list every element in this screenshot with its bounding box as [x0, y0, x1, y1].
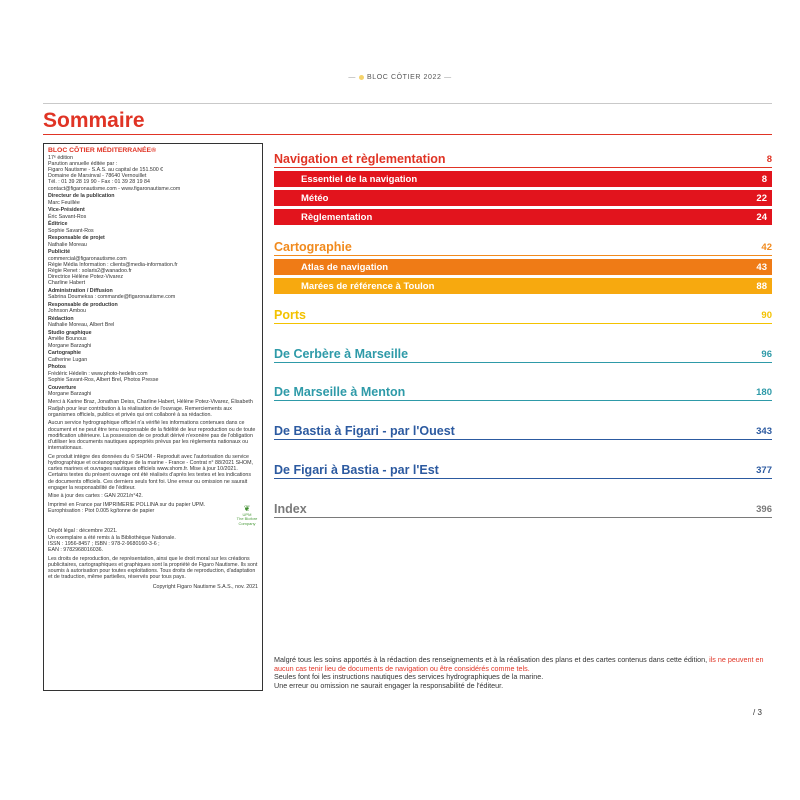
- toc-page-number: 180: [756, 386, 772, 398]
- toc-section[interactable]: [274, 423, 772, 440]
- credit-label: Couverture: [48, 384, 77, 391]
- credit-label: Responsable de projet: [48, 235, 105, 242]
- edition: 17ᵉ édition: [48, 154, 73, 161]
- publication-title: BLOC CÔTIER MÉDITERRANÉE®: [48, 147, 157, 154]
- credits-list: [48, 193, 258, 397]
- publisher-line: Tél. : 01 39 28 19 90 - Fax : 01 39 28 19 84: [48, 179, 150, 186]
- credit-value: Sabrina Doumeksa : commande@figaronautisme.com: [48, 294, 176, 301]
- upm-leaf-icon: ❦: [243, 503, 251, 513]
- legal-line: Un exemplaire a été remis à la Bibliothèque Nationale.: [48, 534, 176, 541]
- toc-page-number: 43: [756, 261, 767, 273]
- publisher-line: contact@figaronautisme.com - www.figaronautisme.com: [48, 185, 181, 192]
- toc-page-number: 90: [761, 309, 772, 321]
- credit-label: Photos: [48, 364, 66, 371]
- toc-page-number: 343: [756, 425, 772, 437]
- credit-value: Morgane Barzaghi: [48, 390, 92, 397]
- toc-label: Essentiel de la navigation: [301, 173, 418, 185]
- toc-section[interactable]: [274, 384, 772, 401]
- credit-value: Marc Feuillée: [48, 199, 80, 206]
- notice-paragraph: Merci à Karine Braz, Jonathan Deiss, Charline Habert, Hélène Potez-Vivarez, Élisabeth Radjah pour leur contribution à la réalisation de l'ouvrage. Remerciements aux organismes officiels, publics et privés qui ont collaboré à sa rédaction.: [48, 399, 253, 418]
- toc-label: Index: [274, 502, 307, 516]
- toc-page-number: 396: [756, 503, 772, 515]
- toc-page-number: 22: [756, 192, 767, 204]
- toc-label: Marées de référence à Toulon: [301, 280, 435, 292]
- toc-label: De Bastia à Figari - par l'Ouest: [274, 424, 455, 438]
- toc-subsection[interactable]: [274, 171, 772, 187]
- toc-label: Cartographie: [274, 240, 352, 254]
- rights-notice: Les droits de reproduction, de représentation, ainsi que le droit moral sur les créations publicitaires, cartographiques et graphiques sont la propriété de Figaro Nautisme. Ils sont soumis à autorisation pour toutes exploitations. Tous droits de reproduction, d'adaptation et de traduction, même partielles, réservés pour tous pays.: [48, 555, 258, 581]
- disclaimer: [274, 656, 774, 691]
- toc-section[interactable]: [274, 346, 772, 363]
- publisher-info: [48, 161, 258, 192]
- toc-subsection[interactable]: [274, 278, 772, 294]
- toc-section[interactable]: [274, 501, 772, 518]
- notices: [48, 399, 258, 499]
- toc-page-number: 42: [761, 241, 772, 253]
- credit-label: Studio graphique: [48, 330, 92, 337]
- disclaimer-line: Seules font foi les instructions nautiques des services hydrographiques de la marine.: [274, 672, 544, 682]
- credit-value: Sophie Savant-Ros, Albert Brel, Photos Presse: [48, 376, 159, 383]
- sun-icon: [359, 75, 364, 80]
- print-info: [48, 502, 258, 527]
- toc-page-number: 24: [756, 211, 767, 223]
- print-line: Imprimé en France par IMPRIMERIE POLLINA sur du papier UPM.: [48, 501, 206, 508]
- credit-value: commercial@figaronautisme.com: [48, 255, 127, 262]
- toc-label: Navigation et règlementation: [274, 152, 446, 166]
- toc-subsection[interactable]: [274, 190, 772, 206]
- credit-value: Catherine Lugan: [48, 356, 88, 363]
- running-header: — BLOC CÔTIER 2022 —: [348, 74, 452, 81]
- disclaimer-line: Une erreur ou omission ne saurait engager la responsabilité de l'éditeur.: [274, 681, 504, 691]
- credit-value: Directrice Hélène Potez-Vivarez: [48, 274, 123, 281]
- legal-line: EAN : 9782968016036.: [48, 547, 104, 554]
- toc-label: De Figari à Bastia - par l'Est: [274, 463, 439, 477]
- toc-label: Météo: [301, 192, 329, 204]
- credit-label: Cartographie: [48, 350, 81, 357]
- header-divider: [43, 103, 772, 104]
- credit-label: Administration / Diffusion: [48, 288, 113, 295]
- publisher-line: Figaro Nautisme - S.A.S. au capital de 151.500 €: [48, 166, 164, 173]
- credit-value: Morgane Barzaghi: [48, 342, 92, 349]
- toc-label: Ports: [274, 308, 306, 322]
- credit-label: Responsable de production: [48, 302, 118, 309]
- legal-line: ISSN : 1956-8457 ; ISBN : 978-2-9680160-3-6 ;: [48, 540, 160, 547]
- credit-value: Nathalie Moreau: [48, 241, 87, 248]
- toc-subsection[interactable]: [274, 209, 772, 225]
- colophon-box: [43, 143, 263, 691]
- toc-label: De Cerbère à Marseille: [274, 347, 409, 361]
- credit-label: Rédaction: [48, 316, 74, 323]
- toc-section[interactable]: [274, 307, 772, 324]
- disclaimer-line: Malgré tous les soins apportés à la rédaction des renseignements et à la réalisation des plans et des cartes contenus dans cette édition,: [274, 655, 708, 664]
- toc-label: De Marseille à Menton: [274, 385, 406, 399]
- title-divider: [43, 134, 772, 135]
- toc-section[interactable]: [274, 462, 772, 479]
- running-header-text: BLOC CÔTIER 2022: [366, 74, 442, 81]
- credit-value: Éric Savant-Ros: [48, 213, 87, 220]
- credit-value: Frédéric Hédelin : www.photo-hedelin.com: [48, 370, 148, 377]
- page-number: / 3: [753, 708, 762, 717]
- credit-value: Sophie Savant-Ros: [48, 227, 94, 234]
- copyright: Copyright Figaro Nautisme S.A.S., nov. 2021: [152, 584, 258, 591]
- toc-page-number: 88: [756, 280, 767, 292]
- credit-value: Nathalie Moreau, Albert Brel: [48, 322, 115, 329]
- credit-value: Régie Renet : solaris2@wanadoo.fr: [48, 267, 132, 274]
- toc-page-number: 8: [766, 153, 772, 165]
- credit-label: Éditrice: [48, 221, 68, 228]
- toc-page-number: 377: [756, 464, 772, 476]
- toc-label: Règlementation: [301, 211, 373, 223]
- notice-paragraph: Aucun service hydrographique officiel n'a vérifié les informations contenues dans ce document et ne peut être tenu responsable de la fidélité de leur reproduction ou de toute modification ultérieure. La possession de ce produit dérivé n'exonère pas de l'obligation d'utiliser les documents nautiques appropriés prévus par les règlements nationaux ou internationaux.: [48, 420, 256, 452]
- upm-logo-caption: The Biofore Company: [236, 516, 258, 526]
- credit-value: Johnson Ambou: [48, 308, 86, 315]
- toc-page-number: 96: [761, 348, 772, 360]
- toc-section[interactable]: [274, 239, 772, 256]
- notice-paragraph: Mise à jour des cartes : GAN 2021/n°42.: [48, 493, 143, 500]
- page-title: Sommaire: [43, 109, 145, 132]
- upm-logo-mark: UPM: [242, 511, 252, 517]
- toc-section[interactable]: [274, 151, 772, 168]
- credit-value: Charline Habert: [48, 280, 86, 287]
- notice-paragraph: Ce produit intègre des données du © SHOM - Reproduit avec l'autorisation du service hydrographique et océanographique de la marine - France - Contrat n° 88/2021 SHOM, cartes marines et ouvrages nautiques officiels www.shom.fr. Mise à jour 10/2021. Certains textes du présent ouvrage ont été réalisés d'après les textes et les indications de documents officiels. Ces derniers seuls font foi. Une erreur ou omission ne saurait engager la responsabilité de l'éditeur.: [48, 453, 253, 491]
- credit-label: Publicité: [48, 249, 71, 256]
- credit-value: Régie Média Information : clients@media-information.fr: [48, 261, 178, 268]
- publisher-line: Domaine de Marsinval - 78640 Vernouillet: [48, 173, 147, 180]
- publisher-line: Parution annuelle éditée par :: [48, 160, 118, 167]
- legal-deposit: [48, 528, 258, 553]
- credit-label: Vice-Président: [48, 207, 85, 214]
- credit-value: Amélie Bounous: [48, 336, 87, 343]
- print-line: Europhisation : Ptot 0.005 kg/tonne de papier: [48, 507, 155, 514]
- upm-logo: [236, 502, 258, 527]
- disclaimer-warning: ils ne peuvent en aucun cas tenir lieu de documents de navigation ou être considérés comme tels.: [274, 655, 764, 673]
- toc-page-number: 8: [761, 173, 767, 185]
- credit-label: Directeur de la publication: [48, 193, 115, 200]
- toc-label: Atlas de navigation: [301, 261, 389, 273]
- toc-subsection[interactable]: [274, 259, 772, 275]
- legal-line: Dépôt légal : décembre 2021.: [48, 528, 118, 535]
